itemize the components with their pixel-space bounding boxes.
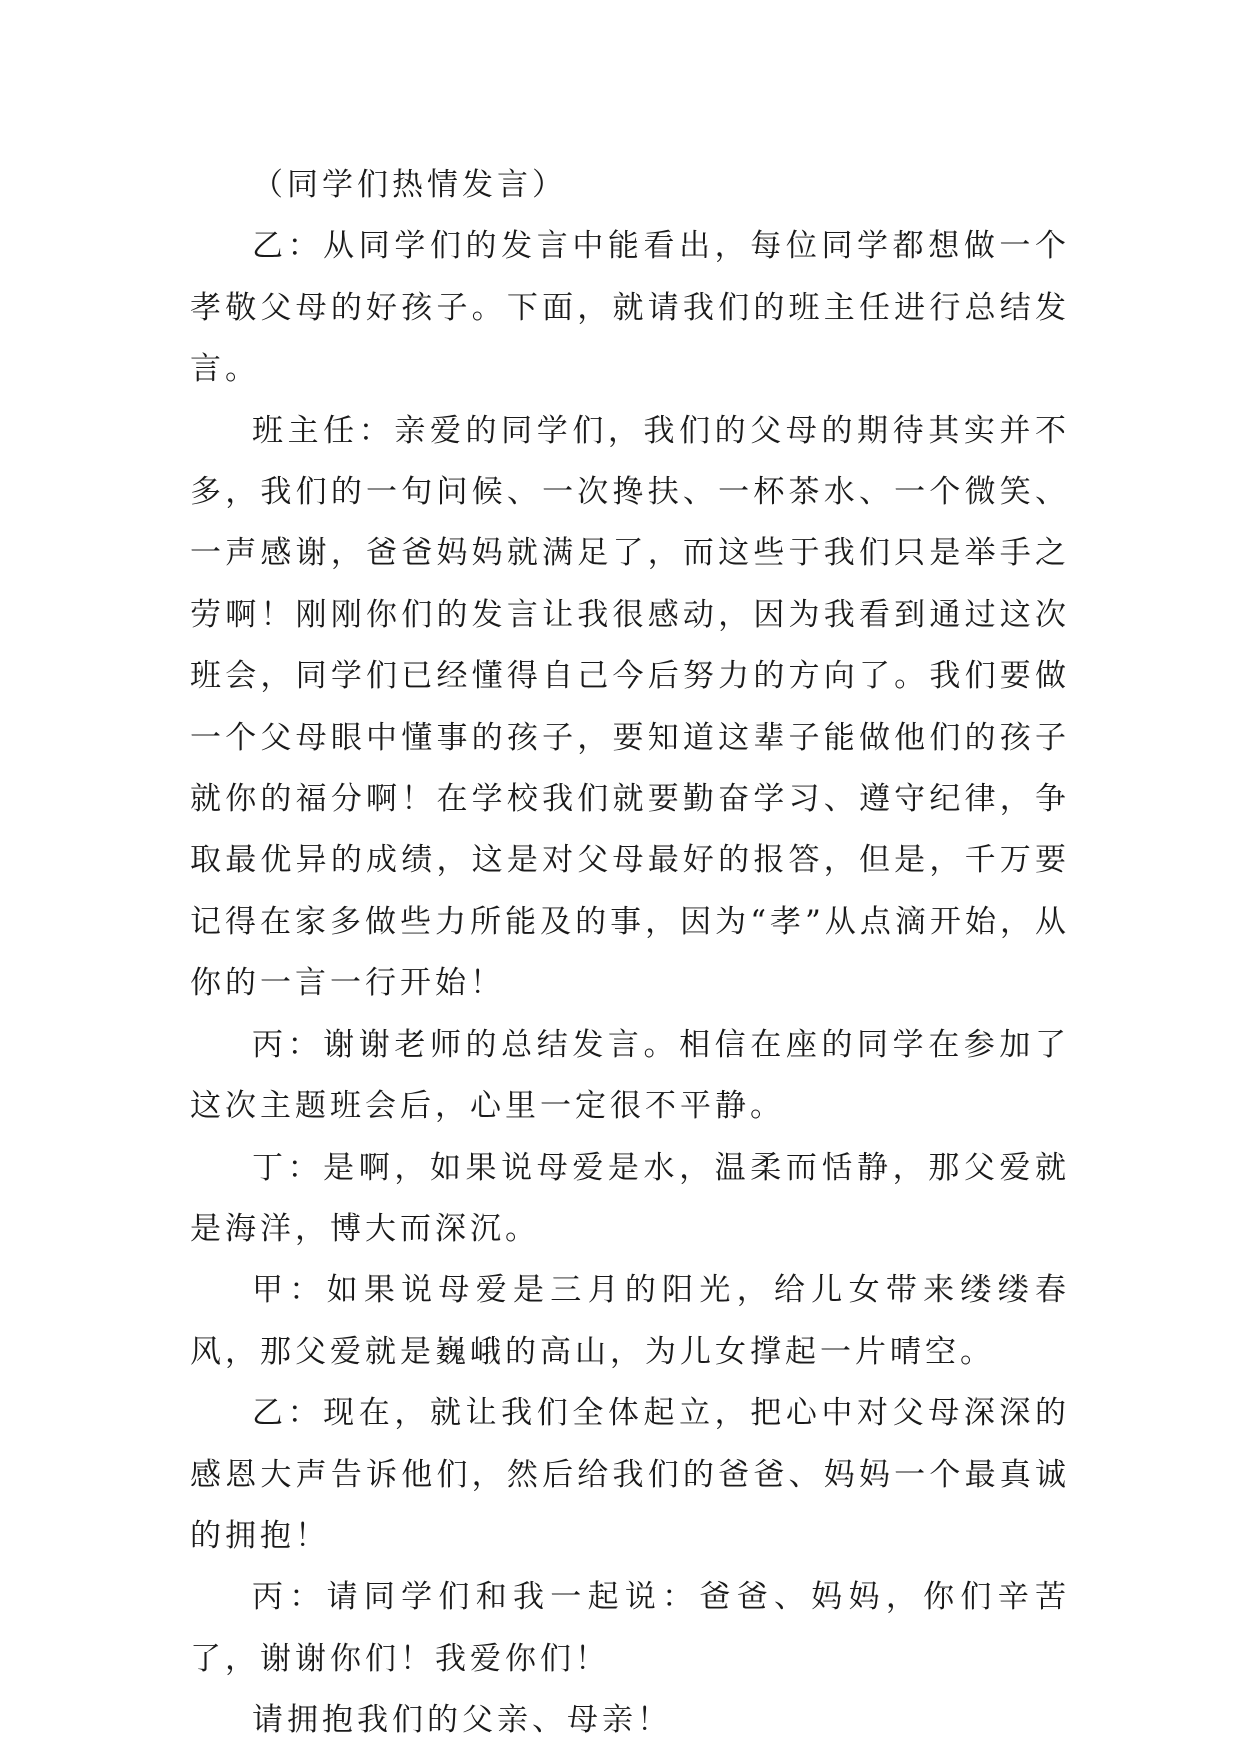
paragraph-ding-speech: 丁：是啊，如果说母爱是水，温柔而恬静，那父爱就是海洋，博大而深沉。 — [190, 1149, 1070, 1247]
paragraph-bing-closing: 丙：请同学们和我一起说：爸爸、妈妈，你们辛苦了，谢谢你们！我爱你们！ — [190, 1579, 1070, 1677]
paragraph-teacher-speech: 班主任：亲爱的同学们，我们的父母的期待其实并不多，我们的一句问候、一次搀扶、一杯茶水、一个微笑、一声感谢，爸爸妈妈就满足了，而这些于我们只是举手之劳啊！刚刚你们的发言让我很感动，因为我看到通过这次班会，同学们已经懂得自己今后努力的方向了。我们要做一个父母眼中懂事的孩子，要知道这辈子能做他们的孩子就你的福分啊！在学校我们就要勤奋学习、遵守纪律，争取最优异的成绩，这是对父母最好的报答，但是，千万要记得在家多做些力所能及的事，因为“孝”从点滴开始，从你的一言一行开始！ — [190, 412, 1070, 1002]
paragraph-bing-thanks: 丙：谢谢老师的总结发言。相信在座的同学在参加了这次主题班会后，心里一定很不平静。 — [190, 1026, 1070, 1125]
paragraph-yi-closing: 乙：现在，就让我们全体起立，把心中对父母深深的感恩大声告诉他们，然后给我们的爸爸、妈妈一个最真诚的拥抱！ — [190, 1395, 1070, 1554]
paragraph-final-line: 请拥抱我们的父亲、母亲！ — [252, 1702, 672, 1739]
paragraph-jia-speech: 甲：如果说母爱是三月的阳光，给儿女带来缕缕春风，那父爱就是巍峨的高山，为儿女撑起一片晴空。 — [190, 1272, 1070, 1370]
document-body — [190, 155, 1070, 1752]
paragraph-yi-intro: 乙：从同学们的发言中能看出，每位同学都想做一个孝敬父母的好孩子。下面，就请我们的班主任进行总结发言。 — [190, 228, 1070, 388]
paragraph-stage-direction: （同学们热情发言） — [252, 167, 567, 203]
